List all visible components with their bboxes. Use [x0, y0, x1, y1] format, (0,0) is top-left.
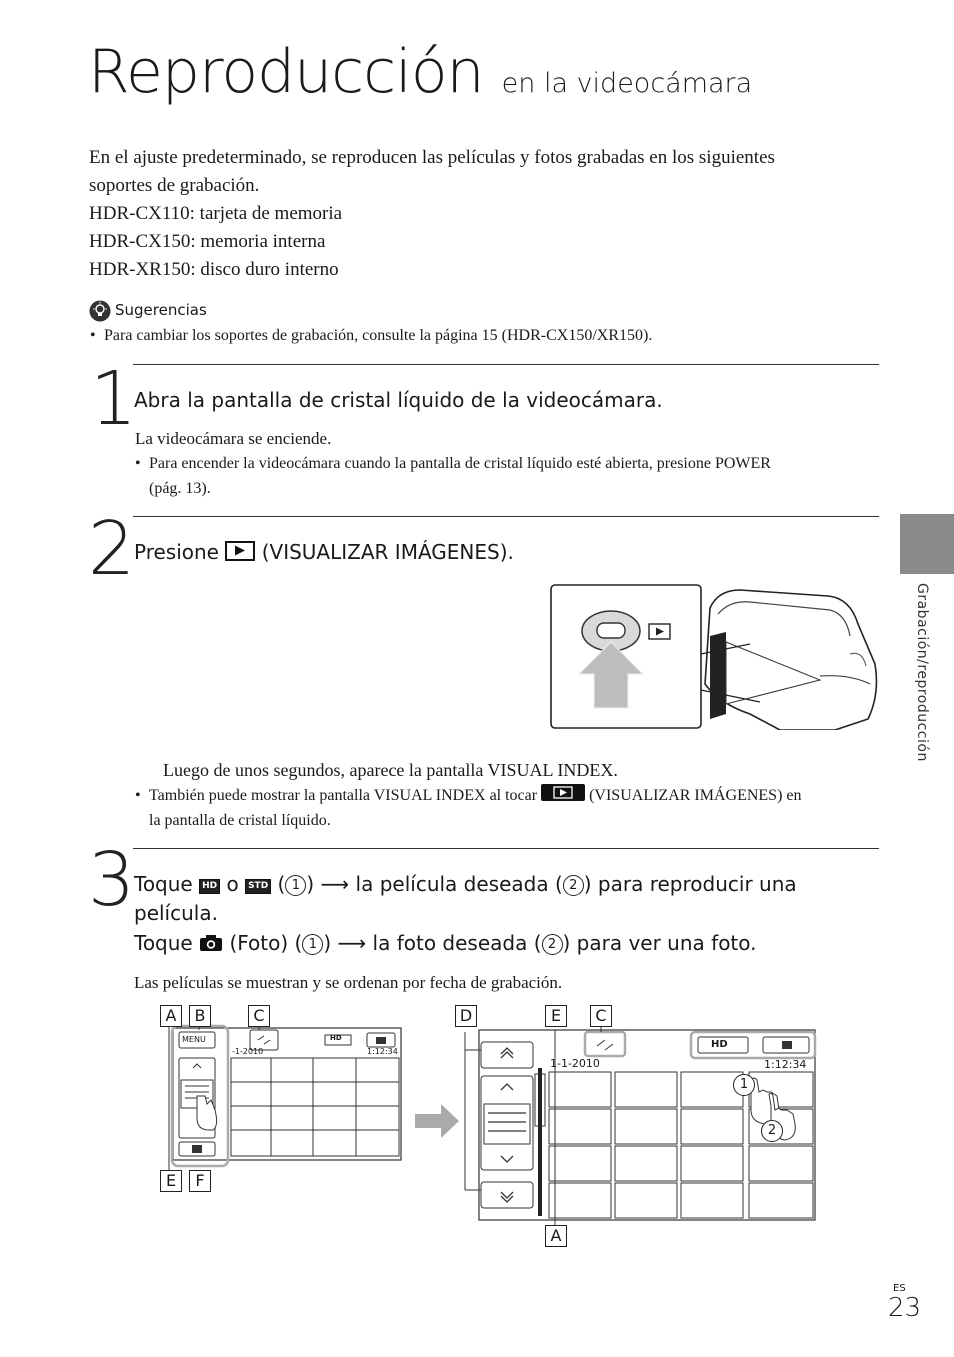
step3-text: la foto deseada (	[372, 931, 542, 955]
step2-bullet	[149, 783, 889, 833]
step2-heading-pre: Presione	[134, 540, 219, 564]
hd-movie-icon: HD	[199, 879, 220, 894]
step3-text: ) para reproducir una	[583, 872, 797, 896]
intro-line: En el ajuste predeterminado, se reproducen las películas y fotos grabadas en los siguientes	[89, 147, 775, 168]
label-a: A	[160, 1005, 182, 1027]
page-number: 23	[888, 1293, 922, 1323]
callout-1-icon: 1	[733, 1074, 755, 1096]
callout-2-icon: 2	[542, 934, 563, 955]
label-a: A	[545, 1225, 567, 1247]
model-item: HDR-XR150: disco duro interno	[89, 259, 339, 280]
step1-text: La videocámara se enciende.	[135, 429, 332, 448]
menu-button-label: MENU	[182, 1035, 206, 1044]
step2-heading	[134, 537, 514, 567]
label-b: B	[189, 1005, 211, 1027]
model-item: HDR-CX150: memoria interna	[89, 231, 326, 252]
photo-camera-icon	[199, 930, 223, 948]
step2-text: Luego de unos segundos, aparece la pantalla VISUAL INDEX.	[163, 760, 618, 780]
step3-text: o	[226, 872, 239, 896]
label-e: E	[160, 1170, 182, 1192]
arrow-right-icon: ⟶	[337, 931, 367, 955]
bullet-text: (VISUALIZAR IMÁGENES) en	[589, 787, 802, 804]
callout-2-icon: 2	[563, 875, 584, 896]
tips-label: Sugerencias	[115, 301, 207, 319]
intro-line: soportes de grabación.	[89, 175, 260, 196]
section-label: Grabación/reproducción	[914, 583, 930, 762]
step-number: 1	[90, 356, 138, 442]
hd-tab-label: HD	[711, 1039, 728, 1050]
time-label: 1:12:34	[764, 1058, 807, 1071]
callout-2-icon: 2	[761, 1120, 783, 1142]
title-main: Reproducción	[88, 37, 484, 107]
transition-arrow-icon	[415, 1104, 459, 1138]
bullet-line: • Para encender la videocámara cuando la pantalla de cristal líquido esté abierta, presione POWER	[149, 455, 771, 472]
step-number: 2	[88, 506, 136, 592]
section-tab	[900, 514, 954, 574]
bullet-line	[149, 783, 889, 808]
page-title	[88, 36, 752, 120]
step3-text: Toque	[134, 872, 193, 896]
bullet-text: También puede mostrar la pantalla VISUAL INDEX al tocar	[149, 787, 538, 804]
step2-heading-post: (VISUALIZAR IMÁGENES).	[261, 540, 514, 564]
arrow-right-icon: ⟶	[320, 872, 350, 896]
date-label: -1-2010	[232, 1047, 264, 1056]
step3-heading-line: Toque (Foto) ( 1 ) ⟶ la foto deseada ( 2 ) para ver una foto.	[134, 931, 757, 955]
step3-text: Toque	[134, 931, 193, 955]
std-movie-icon: STD	[245, 879, 271, 894]
step1-bullet	[149, 451, 879, 501]
step3-text: la película deseada (	[355, 872, 563, 896]
title-subtitle: en la videocámara	[501, 68, 753, 99]
label-c: C	[590, 1005, 612, 1027]
step3-heading-line: película.	[134, 901, 218, 925]
divider	[133, 516, 879, 517]
step3-heading-line: Toque HD o STD ( 1 ) ⟶ la película deseada ( 2 ) para reproducir una	[134, 872, 797, 896]
step-number: 3	[88, 837, 136, 923]
label-f: F	[189, 1170, 211, 1192]
step3-text: Las películas se muestran y se ordenan por fecha de grabación.	[134, 973, 563, 992]
step3-text: ) para ver una foto.	[562, 931, 757, 955]
label-e: E	[545, 1005, 567, 1027]
hd-tab-label: HD	[330, 1034, 342, 1042]
intro	[89, 144, 879, 284]
tip-bulb-icon	[89, 300, 111, 322]
camera-illustration	[550, 584, 880, 730]
label-c: C	[248, 1005, 270, 1027]
label-d: D	[455, 1005, 477, 1027]
callout-1-icon: 1	[285, 875, 306, 896]
divider	[133, 364, 879, 365]
bullet-line: la pantalla de cristal líquido.	[149, 812, 331, 829]
step3-text: (Foto) (	[229, 931, 303, 955]
index-screen-large	[455, 1000, 825, 1245]
model-item: HDR-CX110: tarjeta de memoria	[89, 203, 343, 224]
divider	[133, 848, 879, 849]
callout-1-icon: 1	[302, 934, 323, 955]
language-code: ES	[893, 1283, 906, 1294]
step1-heading: Abra la pantalla de cristal líquido de la videocámara.	[134, 388, 663, 412]
bullet-line: (pág. 13).	[149, 480, 211, 497]
tips-bullet: • Para cambiar los soportes de grabación, consulte la página 15 (HDR-CX150/XR150).	[104, 323, 884, 348]
view-images-icon	[225, 541, 255, 561]
view-images-button-icon	[541, 784, 585, 801]
time-label: 1:12:34	[367, 1047, 398, 1056]
date-label: 1-1-2010	[550, 1057, 600, 1070]
